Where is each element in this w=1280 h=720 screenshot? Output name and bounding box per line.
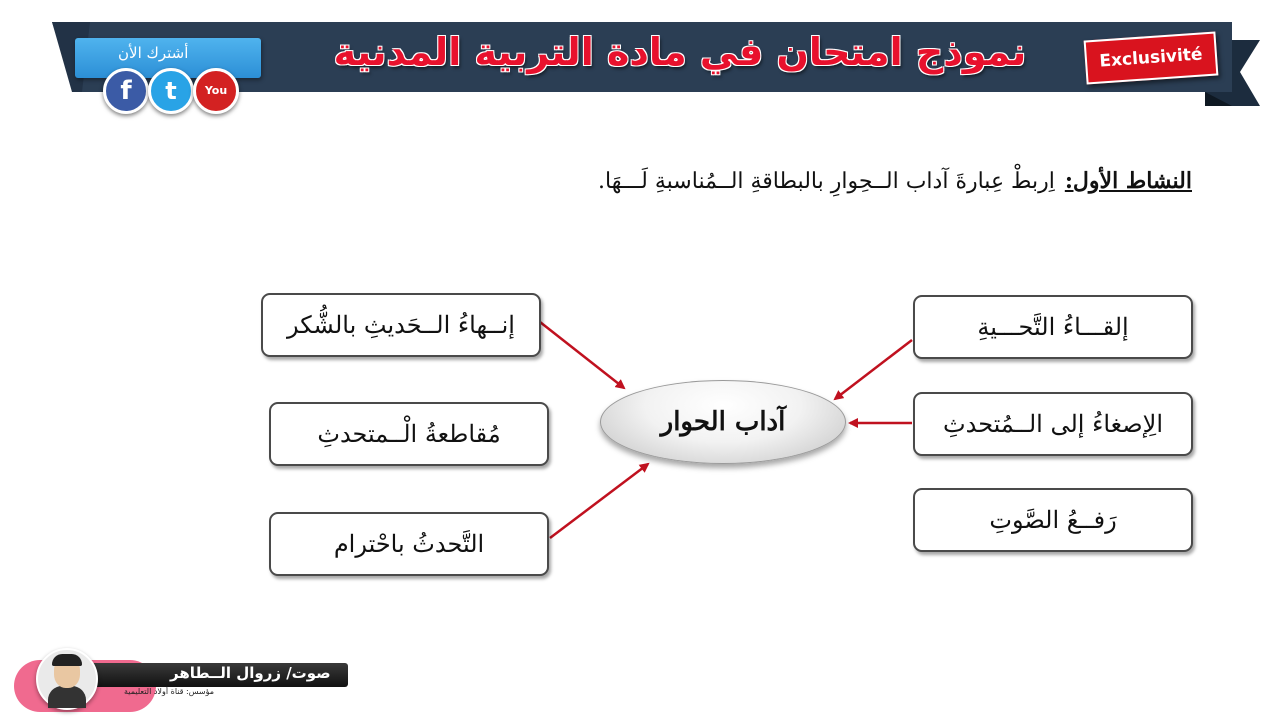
card-speaking-respectfully: التَّحدثُ باحْترام <box>269 512 549 576</box>
activity-label: النشاط الأول: <box>1064 168 1192 194</box>
avatar <box>36 648 98 710</box>
card-ending-with-thanks: إنــهاءُ الــحَديثِ بالشُّكر <box>261 293 541 357</box>
card-raising-voice: رَفــعُ الصَّوتِ <box>913 488 1193 552</box>
twitter-icon[interactable]: t <box>148 68 194 114</box>
card-listening: الِإصغاءُ إلى الــمُتحدثِ <box>913 392 1193 456</box>
exclusive-badge: Exclusivité <box>1084 31 1219 84</box>
card-greeting: إلقـــاءُ التَّحـــيةِ <box>913 295 1193 359</box>
card-interrupting: مُقاطعةُ الْــمتحدثِ <box>269 402 549 466</box>
subscribe-label: أشترك الأن <box>118 44 189 62</box>
page-title: نموذج امتحان في مادة التربية المدنية <box>333 30 1027 74</box>
footer-subtitle: مؤسس: قناة أولاد التعليمية <box>124 687 215 696</box>
activity-text: اِربطْ عِبارةَ آداب الــحِوارِ بالبطاقةِ الــمُناسبةِ لَـــهَا. <box>598 169 1055 194</box>
arrow-left-1 <box>540 322 624 388</box>
arrow-left-3 <box>550 464 648 538</box>
facebook-icon[interactable]: f <box>103 68 149 114</box>
center-concept: آداب الحوار <box>600 380 846 464</box>
youtube-icon[interactable]: You Tube <box>193 68 239 114</box>
footer-author: صوت/ زروال الــطاهر <box>170 664 331 682</box>
arrow-right-1 <box>835 340 912 399</box>
